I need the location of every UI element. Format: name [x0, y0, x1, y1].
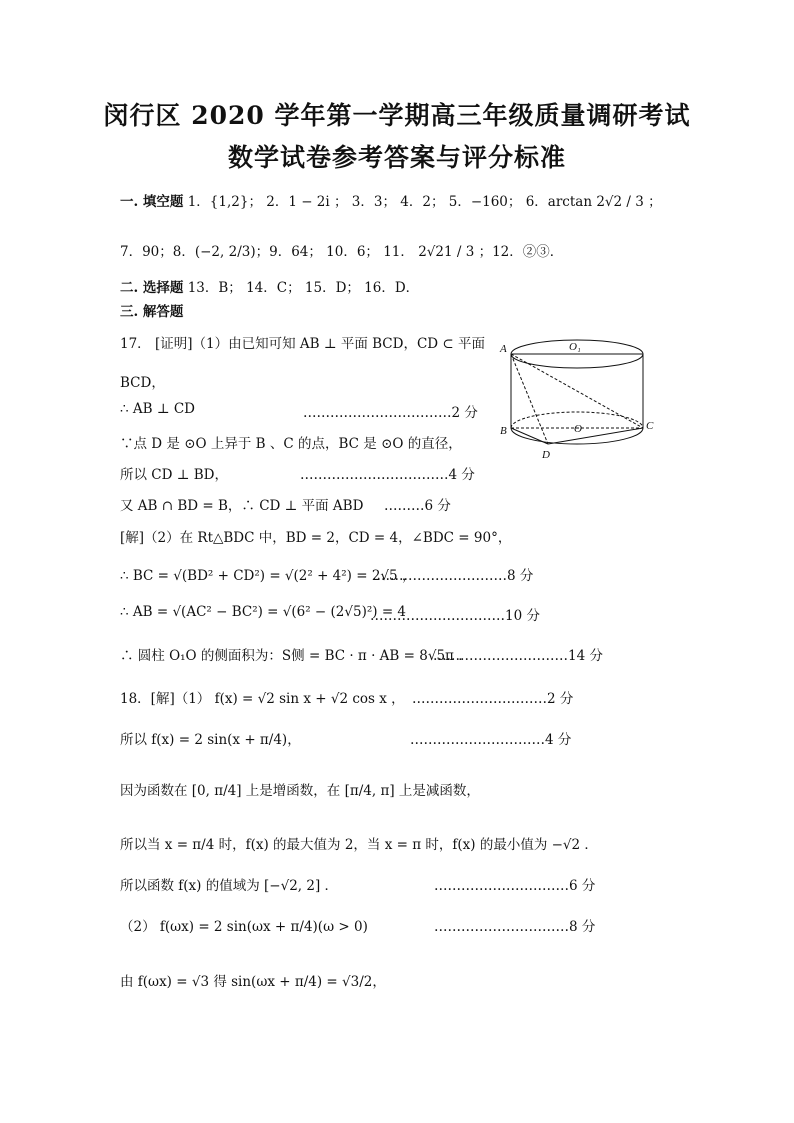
q18-line-1: 18．[解]（1） f(x) = √2 sin x + √2 cos x ，	[120, 691, 405, 707]
label-b: B	[500, 425, 507, 437]
q17-line-5: 所以 CD ⊥ BD，	[120, 467, 228, 483]
label-c: C	[646, 420, 654, 432]
multiple-choice-row	[120, 276, 419, 296]
q17-line-2: BCD，	[120, 375, 165, 391]
q17-line-4: ∵点 D 是 ⊙O 上异于 B 、C 的点，BC 是 ⊙O 的直径，	[120, 436, 462, 452]
q18-line-5: 所以函数 f(x) 的值域为 [−√2, 2] ．	[120, 878, 339, 894]
section-2-label: 二. 选择题	[120, 280, 184, 296]
q17-score-8: …………………………8 分	[372, 568, 534, 584]
q18-score-4: …………………………4 分	[410, 732, 572, 748]
label-o1: O₁	[569, 341, 581, 353]
fill-blank-row-2	[120, 240, 563, 260]
label-a: A	[500, 343, 507, 355]
q18-score-6: …………………………6 分	[434, 878, 596, 894]
fill-blank-row-1-end: ；	[648, 194, 662, 210]
q17-line-7: [解]（2）在 Rt△BDC 中，BD = 2，CD = 4，∠BDC = 90°，	[120, 530, 512, 546]
multiple-choice-answers: 13．B； 14．C； 15．D； 16．D．	[187, 280, 420, 296]
fill-blank-answer-11-fraction: 2√21 / 3	[418, 244, 475, 260]
q18-score-2: …………………………2 分	[412, 691, 574, 707]
fill-blank-answers-1: 1．{1,2}； 2．1 − 2i ； 3．3； 4．2； 5．−160； 6．arctan	[187, 194, 593, 210]
q17-line-6: 又 AB ∩ BD = B，∴ CD ⊥ 平面 ABD	[120, 498, 364, 514]
fill-blank-answers-2: 7．90；8．(−2, 2/3)；9．64； 10．6； 11．	[120, 244, 414, 260]
document-subtitle: 数学试卷参考答案与评分标准	[227, 143, 566, 172]
q17-line-1: 17． [证明]（1）由已知可知 AB ⊥ 平面 BCD，CD ⊂ 平面	[120, 336, 485, 352]
fill-blank-row-2-end: ；12．②③．	[478, 244, 564, 260]
q18-line-6: （2） f(ωx) = 2 sin(ωx + π/4)(ω > 0)	[120, 919, 368, 935]
q18-score-8: …………………………8 分	[434, 919, 596, 935]
cylinder-figure	[496, 336, 658, 464]
q18-line-3: 因为函数在 [0, π/4] 上是增函数，在 [π/4, π] 上是减函数，	[120, 783, 480, 799]
q18-line-2: 所以 f(x) = 2 sin(x + π/4)，	[120, 732, 301, 748]
q18-line-7: 由 f(ωx) = √3 得 sin(ωx + π/4) = √3/2，	[120, 974, 386, 990]
q17-score-4: ……………………………4 分	[300, 467, 475, 483]
q17-line-10: ∴ 圆柱 O₁O 的侧面积为：S侧 = BC · π · AB = 8√5π ．	[120, 648, 472, 664]
document-title: 闵行区 2020 学年第一学期高三年级质量调研考试	[103, 101, 691, 130]
section-3-label: 三. 解答题	[120, 304, 184, 320]
q17-line-3: ∴ AB ⊥ CD	[120, 401, 195, 417]
q17-line-9: ∴ AB = √(AC² − BC²) = √(6² − (2√5)²) = 4	[120, 604, 407, 620]
q17-score-2: ……………………………2 分	[303, 405, 478, 421]
q17-line-8: ∴ BC = √(BD² + CD²) = √(2² + 4²) = 2√5 ，	[120, 568, 416, 584]
q18-line-4: 所以当 x = π/4 时，f(x) 的最大值为 2，当 x = π 时，f(x) 的最小值为 −√2 ．	[120, 837, 598, 853]
q17-score-14: …………………………14 分	[433, 648, 603, 664]
section-1-label: 一. 填空题	[120, 194, 184, 210]
fill-blank-row-1	[120, 190, 662, 210]
fill-blank-answer-6-fraction: 2√2 / 3	[596, 194, 644, 210]
q17-score-6: ………6 分	[384, 498, 451, 514]
q17-score-10: …………………………10 分	[370, 608, 540, 624]
label-o: O	[574, 423, 582, 435]
label-d: D	[542, 449, 550, 461]
segment-dc	[548, 428, 643, 444]
